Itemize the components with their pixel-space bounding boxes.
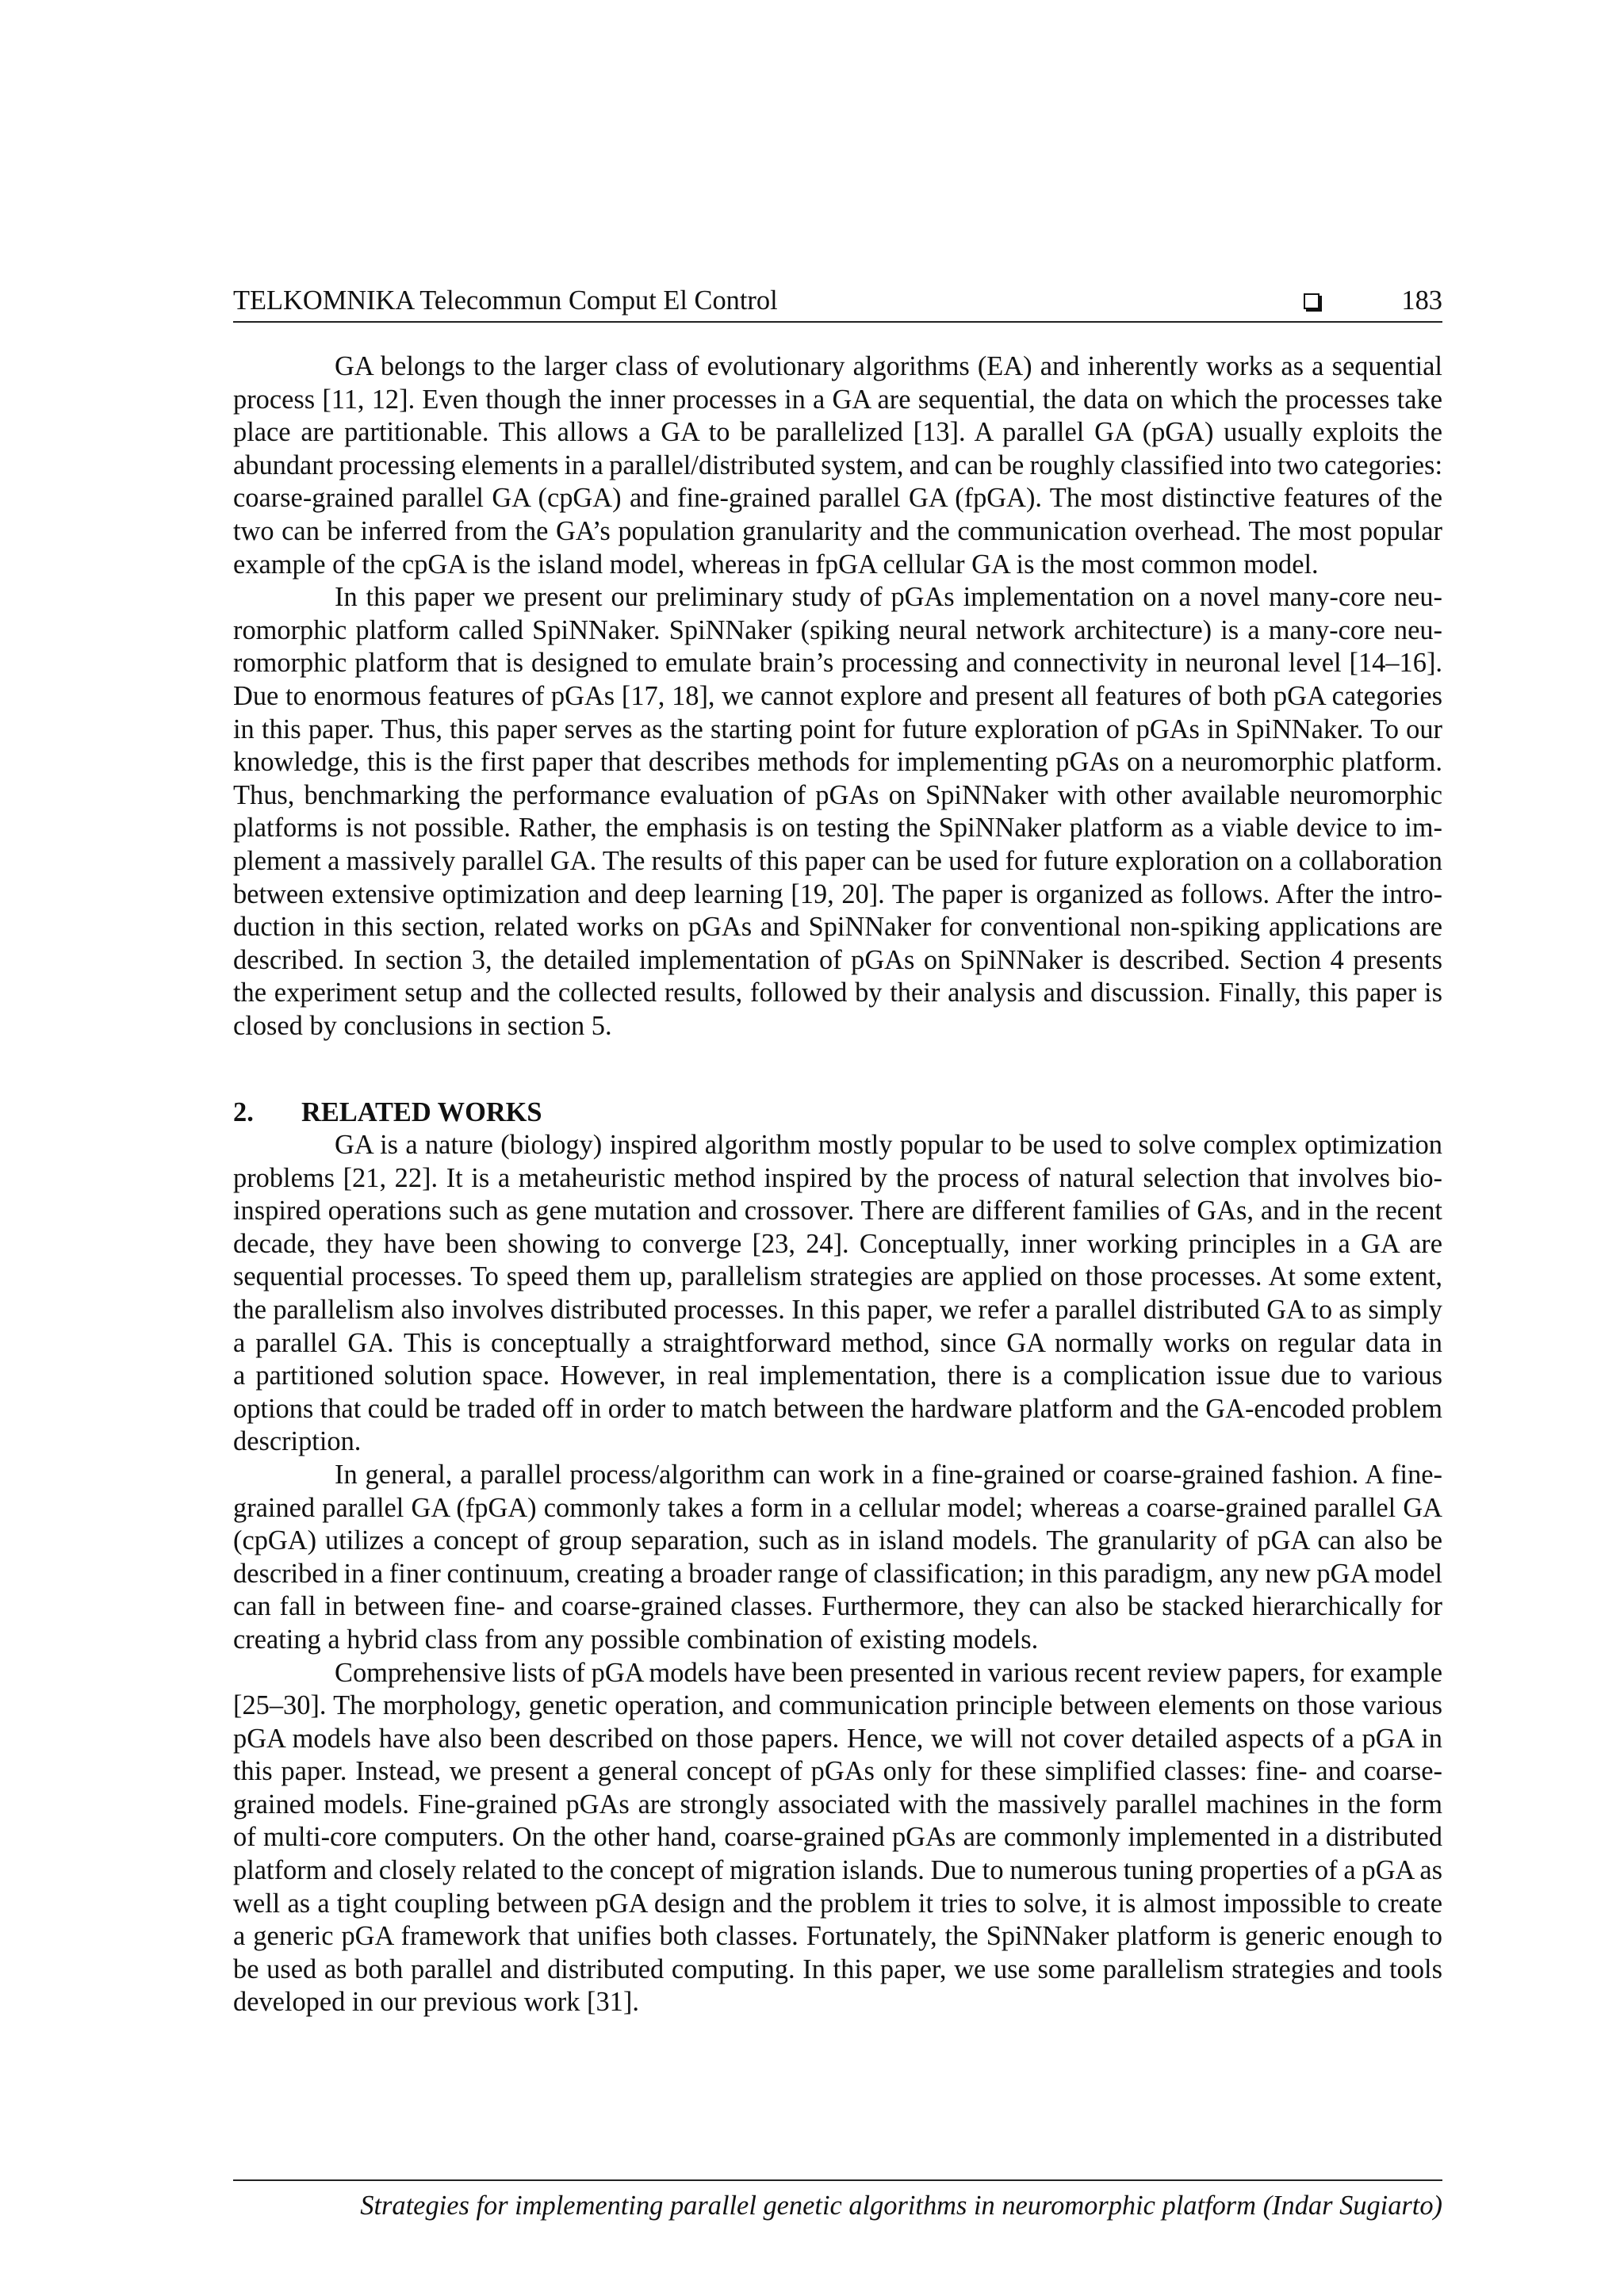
paragraph-line: process [11, 12]. Even though the inner processes in a GA are sequential, the data on which the processes take [233, 384, 1442, 415]
paragraph-line: well as a tight coupling between pGA design and the problem it tries to solve, it is almost impossible to create [233, 1888, 1442, 1919]
paragraph-line: closed by conclusions in section 5. [233, 1010, 612, 1041]
paragraph-line: a parallel GA. This is conceptually a straightforward method, since GA normally works on regular data in [233, 1327, 1442, 1358]
paragraph-line: in this paper. Thus, this paper serves as the starting point for future exploration of pGAs in SpiNNaker. To our [233, 714, 1442, 744]
paragraph-line: sequential processes. To speed them up, parallelism strategies are applied on those processes. At some extent, [233, 1261, 1442, 1292]
paragraph [233, 581, 1442, 1043]
paragraph-line: Comprehensive lists of pGA models have been presented in various recent review papers, for example [335, 1657, 1442, 1688]
paragraph-line: platforms is not possible. Rather, the emphasis is on testing the SpiNNaker platform as a viable device to im- [233, 813, 1442, 844]
paragraph-line: developed in our previous work [31]. [233, 1987, 639, 2018]
paragraph-line: pGA models have also been described on those papers. Hence, we will not cover detailed aspects of a pGA in [233, 1723, 1442, 1754]
paragraph-line: (cpGA) utilizes a concept of group separation, such as in island models. The granularity of pGA can also be [233, 1525, 1442, 1556]
section-heading [233, 1096, 1442, 1130]
paragraph-line: GA belongs to the larger class of evolutionary algorithms (EA) and inherently works as a sequential [335, 351, 1442, 381]
paragraph-line: options that could be traded off in order to match between the hardware platform and the GA-encoded problem [233, 1393, 1442, 1424]
paragraph [233, 1657, 1442, 2020]
paragraph-line: the experiment setup and the collected results, followed by their analysis and discussion. Finally, this paper is [233, 978, 1442, 1008]
running-header [233, 285, 1442, 318]
box-icon [1304, 293, 1320, 309]
paragraph-line: coarse-grained parallel GA (cpGA) and fine-grained parallel GA (fpGA). The most distinctive features of the [233, 483, 1442, 514]
paragraph-line: abundant processing elements in a parallel/distributed system, and can be roughly classified into two categories: [233, 450, 1442, 480]
paragraph-line: described in a finer continuum, creating a broader range of classification; in this paradigm, any new pGA model [233, 1558, 1442, 1589]
section-title: RELATED WORKS [301, 1097, 542, 1127]
paragraph-line: grained models. Fine-grained pGAs are strongly associated with the massively parallel machines in the form [233, 1789, 1442, 1820]
paragraph-line: can fall in between fine- and coarse-grained classes. Furthermore, they can also be stacked hierarchically for [233, 1591, 1442, 1622]
paragraph-line: Thus, benchmarking the performance evaluation of pGAs on SpiNNaker with other available neuromorphic [233, 779, 1442, 810]
paragraph-line: In this paper we present our preliminary study of pGAs implementation on a novel many-core neu- [335, 582, 1442, 613]
paragraph-line: In general, a parallel process/algorithm can work in a fine-grained or coarse-grained fashion. A fine- [335, 1459, 1442, 1490]
paragraph-line: knowledge, this is the first paper that describes methods for implementing pGAs on a neuromorphic platform. [233, 747, 1442, 778]
paragraph-line: the parallelism also involves distributed processes. In this paper, we refer a parallel distributed GA to as simply [233, 1294, 1442, 1325]
related-works-text [233, 1129, 1442, 2019]
paragraph-line: two can be inferred from the GA’s population granularity and the communication overhead. The most popular [233, 515, 1442, 546]
paragraph-line: duction in this section, related works on pGAs and SpiNNaker for conventional non-spiking applications are [233, 912, 1442, 943]
paragraph-line: between extensive optimization and deep learning [19, 20]. The paper is organized as follows. After the intro- [233, 878, 1442, 909]
paragraph-line: Due to enormous features of pGAs [17, 18], we cannot explore and present all features of both pGA categories [233, 680, 1442, 711]
paragraph-line: GA is a nature (biology) inspired algorithm mostly popular to be used to solve complex optimization [335, 1130, 1442, 1160]
section-number: 2. [233, 1097, 254, 1127]
paragraph [233, 350, 1442, 581]
paragraph-line: described. In section 3, the detailed implementation of pGAs on SpiNNaker is described. Section 4 presents [233, 944, 1442, 975]
paragraph-line: a partitioned solution space. However, in real implementation, there is a complication issue due to various [233, 1360, 1442, 1391]
paragraph-line: inspired operations such as gene mutation and crossover. There are different families of GAs, and in the recent [233, 1196, 1442, 1226]
paragraph-line: romorphic platform that is designed to emulate brain’s processing and connectivity in neuronal level [14–16]. [233, 648, 1442, 679]
paragraph-line: description. [233, 1426, 362, 1457]
header-rule [233, 321, 1442, 323]
paragraph-line: example of the cpGA is the island model, whereas in fpGA cellular GA is the most common model. [233, 549, 1319, 580]
paragraph-line: creating a hybrid class from any possible combination of existing models. [233, 1624, 1039, 1655]
footer-rule [233, 2179, 1442, 2181]
paragraph-line: [25–30]. The morphology, genetic operation, and communication principle between elements on those various [233, 1690, 1442, 1721]
intro-text [233, 350, 1442, 1043]
page-number: 183 [1401, 285, 1442, 316]
paragraph-line: place are partitionable. This allows a GA to be parallelized [13]. A parallel GA (pGA) usually exploits the [233, 417, 1442, 448]
paragraph-line: plement a massively parallel GA. The results of this paper can be used for future exploration on a collaboration [233, 845, 1442, 876]
paragraph-line: problems [21, 22]. It is a metaheuristic method inspired by the process of natural selection that involves bio- [233, 1162, 1442, 1193]
paragraph [233, 1459, 1442, 1657]
paragraph-line: this paper. Instead, we present a general concept of pGAs only for these simplified classes: fine- and coarse- [233, 1756, 1442, 1787]
paragraph-line: a generic pGA framework that unifies both classes. Fortunately, the SpiNNaker platform is generic enough to [233, 1921, 1442, 1952]
paragraph-line: platform and closely related to the concept of migration islands. Due to numerous tuning properties of a pGA as [233, 1855, 1442, 1886]
paragraph [233, 1129, 1442, 1459]
paragraph-line: of multi-core computers. On the other hand, coarse-grained pGAs are commonly implemented in a distributed [233, 1822, 1442, 1853]
paragraph-line: be used as both parallel and distributed computing. In this paper, we use some parallelism strategies and tools [233, 1954, 1442, 1984]
running-footer: Strategies for implementing parallel genetic algorithms in neuromorphic platform (Indar Sugiarto) [360, 2191, 1442, 2221]
paragraph-line: grained parallel GA (fpGA) commonly takes a form in a cellular model; whereas a coarse-grained parallel GA [233, 1492, 1442, 1523]
paragraph-line: decade, they have been showing to converge [23, 24]. Conceptually, inner working principles in a GA are [233, 1228, 1442, 1259]
journal-name: TELKOMNIKA Telecommun Comput El Control [233, 285, 778, 316]
paragraph-line: romorphic platform called SpiNNaker. SpiNNaker (spiking neural network architecture) is a many-core neu- [233, 614, 1442, 645]
